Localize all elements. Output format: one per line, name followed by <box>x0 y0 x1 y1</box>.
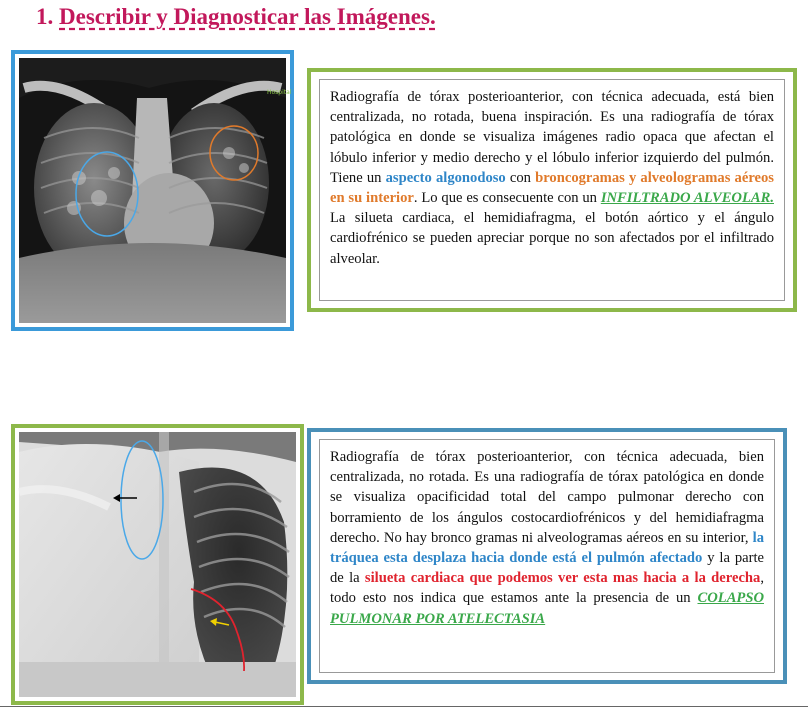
case-2-diagnosis: COLAPSO PULMONAR POR ATELECTASIA <box>330 590 764 627</box>
xray-2-frame <box>11 424 304 705</box>
case-2-red-highlight: silueta cardiaca que podemos ver esta mas hacia a la derecha <box>364 570 761 587</box>
case-2-text: Radiografía de tórax posterioanterior, con técnica adecuada, bien centralizada, no rotada. Es una radiografía de tórax patológica en donde se visualiza opacificidad total del campo pulmonar derecho con borramiento de los ángulos costocardiofrénicos y del hemidiafragma derecho. No hay bronco gramas ni alveologramas aéreos en su interior, la tráquea esta desplaza hacia donde está el pulmón afectado y la parte de la silueta cardiaca que podemos ver esta mas hacia a la derecha, todo esto nos indica que estamos ante la presencia de un COLAPSO PULMONAR POR ATELECTASIA <box>319 439 775 673</box>
case-2-blue-highlight: la tráquea esta desplaza hacia donde está el pulmón afectado <box>330 529 764 567</box>
section-heading <box>36 4 436 30</box>
case-1-description-box <box>307 68 797 312</box>
case-1-diagnosis: INFILTRADO ALVEOLAR. <box>600 190 774 207</box>
chest-xray-image-2 <box>19 432 296 697</box>
case-1-orange-highlight: broncogramas y alveologramas aéreos en su interior <box>330 169 774 207</box>
xray-1-frame <box>11 50 294 331</box>
chest-xray-image-1 <box>19 58 292 323</box>
case-1-text: Radiografía de tórax posterioanterior, con técnica adecuada, está bien centralizada, no rotada, buena inspiración. Es una radiografía de tórax patológica en donde se visualiza imágenes radio opaca que afectan el lóbulo inferior y medio derecho y el lóbulo inferior izquierdo del pulmón. Tiene un aspecto algonodoso con broncogramas y alveologramas aéreos en su interior. Lo que es consecuente con un INFILTRADO ALVEOLAR. La silueta cardiaca, el hemidiafragma, el botón aórtico y el ángulo cardiofrénico se pueden apreciar porque no son afectados por el infiltrado alveolar. <box>319 79 785 301</box>
case-2-description-box <box>307 428 787 684</box>
page-bottom-divider <box>0 706 808 707</box>
case-1-blue-highlight: aspecto algonodoso <box>385 169 506 186</box>
heading-text: Describir y Diagnosticar las Imágenes. <box>59 4 436 29</box>
heading-number: 1. <box>36 4 54 29</box>
xray-1-watermark: Hospital <box>267 89 292 96</box>
